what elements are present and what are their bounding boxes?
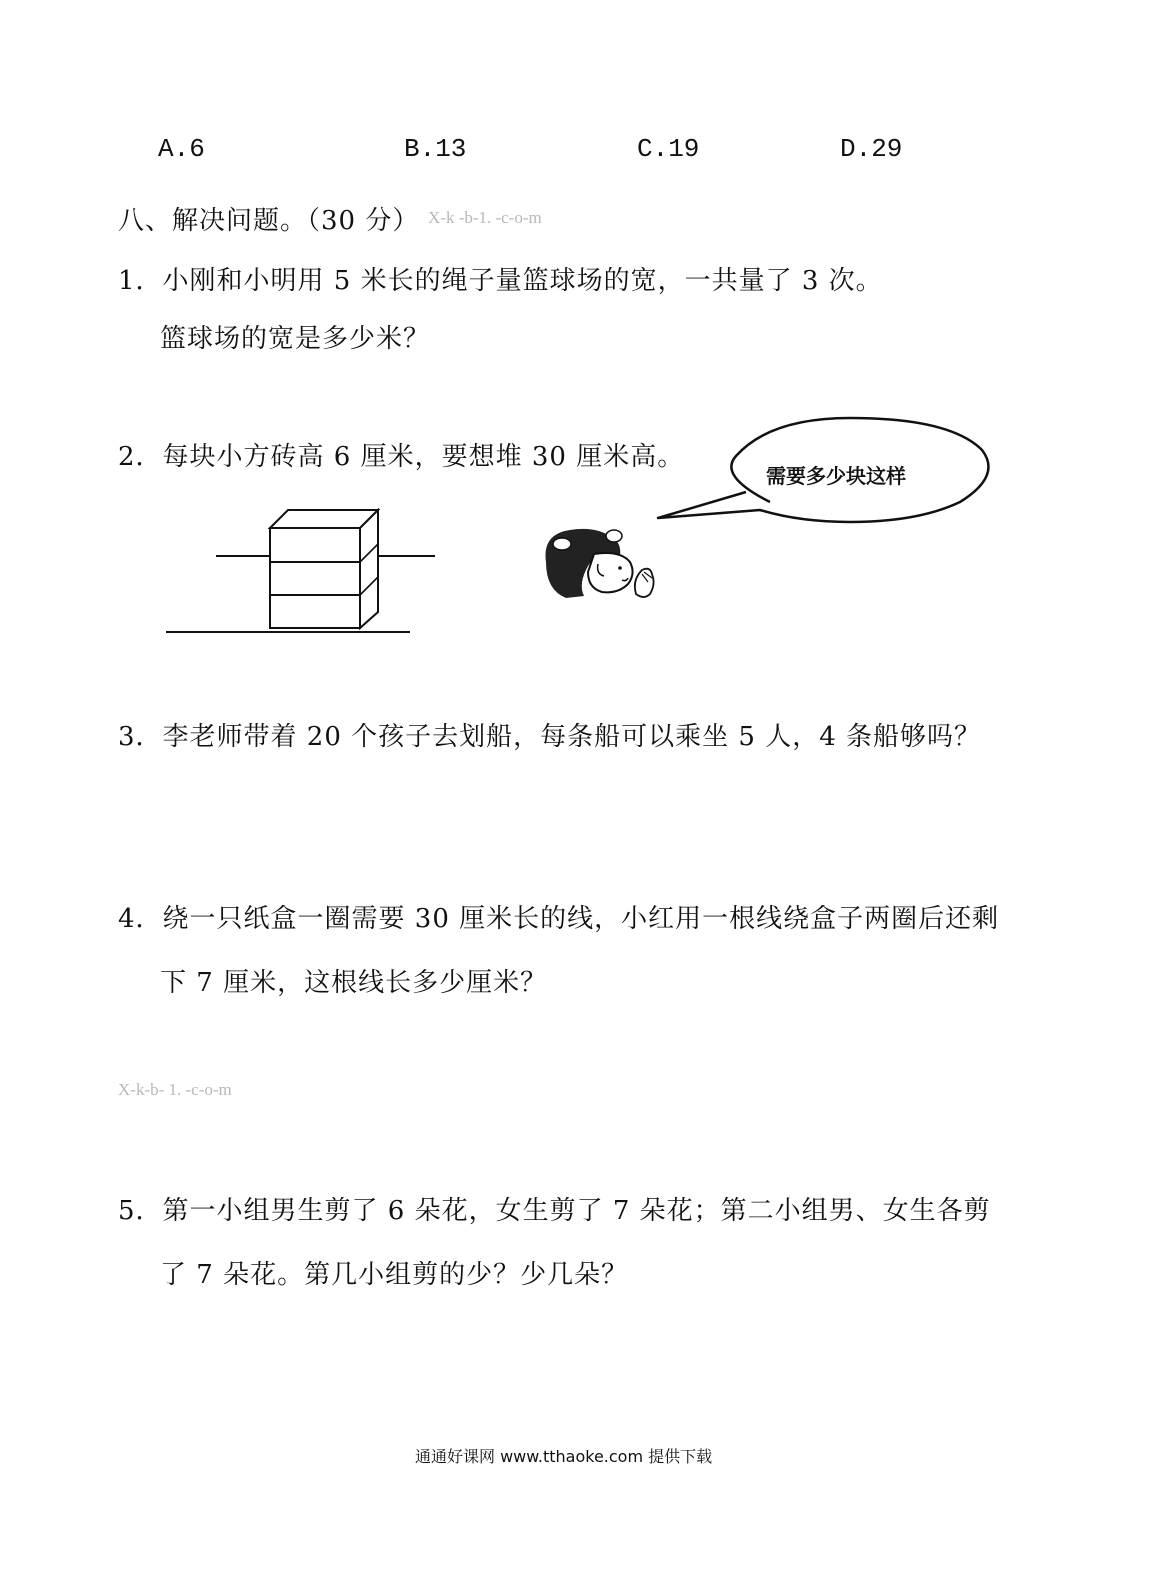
question-5-line-2: 了 7 朵花。第几小组剪的少？少几朵？ xyxy=(160,1260,629,1290)
question-4-line-2: 下 7 厘米，这根线长多少厘米？ xyxy=(160,968,548,998)
question-5-line-1: 5．第一小组男生剪了 6 朵花，女生剪了 7 朵花；第二小组男、女生各剪 xyxy=(118,1196,991,1226)
option-d: D.29 xyxy=(840,134,903,164)
question-2-line-1: 2．每块小方砖高 6 厘米，要想堆 30 厘米高。 xyxy=(118,442,685,472)
brick-side-face xyxy=(360,510,378,628)
section-title: 八、解决问题。（30 分） xyxy=(118,206,420,236)
page-footer: 通通好课网 www.tthaoke.com 提供下载 xyxy=(415,1447,713,1466)
question-3-line-1: 3．李老师带着 20 个孩子去划船，每条船可以乘坐 5 人，4 条船够吗？ xyxy=(118,722,982,752)
question-1-line-1: 1．小刚和小明用 5 米长的绳子量篮球场的宽，一共量了 3 次。 xyxy=(118,266,883,296)
brick-2 xyxy=(270,562,360,595)
option-a: A.6 xyxy=(158,134,205,164)
watermark-text-2: X-k-b- 1. -c-o-m xyxy=(118,1080,232,1099)
girl-illustration xyxy=(538,522,664,602)
watermark-text: X-k -b-1. -c-o-m xyxy=(428,208,542,227)
option-c: C.19 xyxy=(637,134,700,164)
brick-3 xyxy=(270,595,360,628)
speech-bubble-text: 需要多少块这样 xyxy=(766,464,906,488)
brick-stack-figure xyxy=(160,500,450,640)
question-4-line-1: 4．绕一只纸盒一圈需要 30 厘米长的线，小红用一根线绕盒子两圈后还剩 xyxy=(118,904,1000,934)
option-b: B.13 xyxy=(404,134,467,164)
question-1-line-2: 篮球场的宽是多少米？ xyxy=(160,324,431,354)
brick-1 xyxy=(270,528,360,562)
